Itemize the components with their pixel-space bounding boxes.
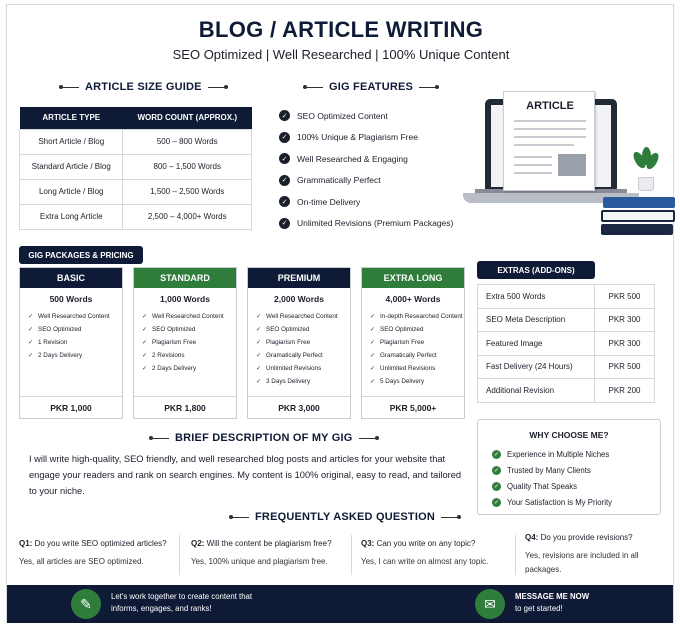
- faq-heading-text: FREQUENTLY ASKED QUESTION: [255, 511, 436, 523]
- faq-question-text: Will the content be plagiarism free?: [206, 539, 332, 548]
- size-type: Long Article / Blog: [20, 179, 123, 204]
- list-item: ✓ 3 Days Delivery: [256, 375, 350, 388]
- package-price: PKR 1,000: [20, 396, 122, 418]
- faq-num: Q2:: [191, 539, 205, 548]
- check-icon: ✓: [493, 499, 500, 506]
- table-row: [478, 308, 655, 332]
- package-name: PREMIUM: [248, 268, 350, 288]
- message-cta-line2: to get started!: [515, 604, 563, 613]
- faq-question: [191, 537, 351, 551]
- check-icon: ✓: [279, 110, 290, 121]
- faq-answer: Yes, 100% unique and plagiarism free.: [191, 557, 328, 566]
- features-heading: [303, 81, 439, 93]
- laptop-illustration: [453, 85, 675, 245]
- faq-question-text: Do you provide revisions?: [540, 533, 633, 542]
- divider-left: [149, 438, 169, 439]
- package-extra-long[interactable]: [361, 267, 465, 419]
- table-row: [478, 355, 655, 379]
- list-item: [492, 462, 660, 478]
- list-item: [279, 127, 453, 149]
- check-icon: ✓: [279, 153, 290, 164]
- features-list: [279, 105, 453, 234]
- book: [603, 197, 675, 208]
- extra-label: SEO Meta Description: [478, 308, 595, 332]
- size-type: Short Article / Blog: [20, 129, 123, 154]
- divider-right: [419, 87, 439, 88]
- features-heading-text: GIG FEATURES: [329, 81, 414, 93]
- divider-left: [229, 517, 249, 518]
- faq-question: [361, 537, 521, 551]
- package-price: PKR 5,000+: [362, 396, 464, 418]
- list-item: ✓ SEO Optimized: [256, 323, 350, 336]
- brief-heading-text: BRIEF DESCRIPTION OF MY GIG: [175, 432, 353, 444]
- package-words: 2,000 Words: [274, 294, 324, 304]
- faq-item-4: [525, 531, 665, 577]
- package-features: [134, 310, 236, 375]
- list-item: ✓ Unlimited Revisions: [256, 362, 350, 375]
- check-icon: ✓: [493, 451, 500, 458]
- extra-price: PKR 500: [595, 355, 655, 379]
- list-item: [492, 446, 660, 462]
- list-item: ✓ Unlimited Revisions: [370, 362, 464, 375]
- message-icon[interactable]: ✉: [475, 589, 505, 619]
- check-icon: ✓: [279, 196, 290, 207]
- package-premium[interactable]: [247, 267, 351, 419]
- list-item: ✓ SEO Optimized: [28, 323, 122, 336]
- article-paper: [503, 91, 595, 191]
- paper-line: [514, 164, 552, 166]
- package-words: 4,000+ Words: [385, 294, 441, 304]
- list-item: ✓ 5 Days Delivery: [370, 375, 464, 388]
- plant-icon: [633, 147, 659, 193]
- page-subtitle: SEO Optimized | Well Researched | 100% Unique Content: [172, 47, 510, 62]
- message-cta[interactable]: [515, 591, 589, 615]
- list-item: [279, 170, 453, 192]
- check-icon: ✓: [493, 483, 500, 490]
- extra-price: PKR 200: [595, 379, 655, 403]
- feature-label: Grammatically Perfect: [297, 175, 381, 186]
- table-row: [20, 154, 252, 179]
- faq-question: [525, 531, 665, 545]
- package-price: PKR 1,800: [134, 396, 236, 418]
- divider-right: [441, 517, 461, 518]
- extra-label: Additional Revision: [478, 379, 595, 403]
- why-heading: WHY CHOOSE ME?: [529, 430, 609, 440]
- list-item: [279, 191, 453, 213]
- feature-label: Well Researched & Engaging: [297, 153, 408, 164]
- paper-line: [514, 172, 552, 174]
- divider-right: [359, 438, 379, 439]
- faq-answer: Yes, all articles are SEO optimized.: [19, 557, 144, 566]
- list-item: ✓ 2 Days Delivery: [142, 362, 236, 375]
- books-icon: [601, 197, 675, 237]
- list-item: ✓ Gramatically Perfect: [370, 349, 464, 362]
- brief-heading: [149, 432, 379, 444]
- paper-line: [514, 128, 586, 130]
- table-row: [20, 179, 252, 204]
- footer-tagline-line1: Let's work together to create content that: [111, 592, 253, 601]
- table-row: [20, 129, 252, 154]
- brief-description: I will write high-quality, SEO friendly, and well researched blog posts and articles for your website that engage your readers and rank on search engines. My content is 100% original, easy to read, and tailored to your niche.: [29, 454, 462, 496]
- why-label: Your Satisfaction is My Priority: [507, 497, 613, 507]
- extra-label: Fast Delivery (24 Hours): [478, 355, 595, 379]
- package-features: [248, 310, 350, 388]
- extra-price: PKR 300: [595, 332, 655, 356]
- faq-answer: Yes, revisions are included in all packages.: [525, 551, 639, 574]
- why-label: Quality That Speaks: [507, 481, 578, 491]
- list-item: [279, 105, 453, 127]
- faq-answer: Yes, I can write on almost any topic.: [361, 557, 489, 566]
- size-count: 1,500 – 2,500 Words: [123, 179, 252, 204]
- package-name: BASIC: [20, 268, 122, 288]
- size-count: 500 – 800 Words: [123, 129, 252, 154]
- size-guide-heading: [59, 81, 228, 93]
- list-item: ✓ Well Researched Content: [256, 310, 350, 323]
- pot: [638, 177, 654, 191]
- why-label: Trusted by Many Clients: [507, 465, 591, 475]
- table-row: [478, 285, 655, 309]
- size-guide-table: [19, 107, 252, 230]
- faq-question-text: Can you write on any topic?: [376, 539, 476, 548]
- list-item: ✓ SEO Optimized: [370, 323, 464, 336]
- feature-label: Unlimited Revisions (Premium Packages): [297, 218, 454, 229]
- package-basic[interactable]: [19, 267, 123, 419]
- packages-heading: GIG PACKAGES & PRICING: [19, 246, 143, 264]
- table-row: [20, 204, 252, 229]
- paper-line: [514, 144, 574, 146]
- table-row: [478, 379, 655, 403]
- list-item: ✓ In-depth Researched Content: [370, 310, 464, 323]
- size-count: 2,500 – 4,000+ Words: [123, 204, 252, 229]
- book: [601, 210, 675, 222]
- package-price: PKR 3,000: [248, 396, 350, 418]
- package-standard[interactable]: [133, 267, 237, 419]
- divider-left: [59, 87, 79, 88]
- faq-item-3: [361, 537, 521, 569]
- size-col-count: WORD COUNT (APPROX.): [123, 107, 252, 129]
- page-title: BLOG / ARTICLE WRITING: [198, 17, 484, 42]
- size-type: Extra Long Article: [20, 204, 123, 229]
- footer-tagline: [111, 591, 252, 615]
- faq-item-1: [19, 537, 179, 569]
- paper-line: [514, 156, 552, 158]
- size-guide-heading-text: ARTICLE SIZE GUIDE: [85, 81, 202, 93]
- pencil-icon: ✎: [71, 589, 101, 619]
- list-item: ✓ 1 Revision: [28, 336, 122, 349]
- package-words: 500 Words: [49, 294, 93, 304]
- footer-banner: [7, 585, 673, 623]
- list-item: ✓ Plagiarism Free: [370, 336, 464, 349]
- package-name: STANDARD: [134, 268, 236, 288]
- size-col-type: ARTICLE TYPE: [20, 107, 123, 129]
- feature-label: 100% Unique & Plagiarism Free: [297, 132, 418, 143]
- extra-label: Extra 500 Words: [478, 285, 595, 309]
- feature-label: SEO Optimized Content: [297, 110, 388, 121]
- why-choose-box: [477, 419, 661, 515]
- list-item: ✓ Well Researched Content: [142, 310, 236, 323]
- size-count: 800 – 1,500 Words: [123, 154, 252, 179]
- divider-left: [303, 87, 323, 88]
- check-icon: ✓: [493, 467, 500, 474]
- check-icon: ✓: [279, 218, 290, 229]
- list-item: [492, 494, 660, 510]
- list-item: ✓ Plagiarism Free: [256, 336, 350, 349]
- paper-line: [514, 136, 586, 138]
- faq-divider: [515, 535, 516, 575]
- faq-divider: [179, 535, 180, 575]
- feature-label: On-time Delivery: [297, 196, 361, 207]
- faq-item-2: [191, 537, 351, 569]
- list-item: ✓ Plagiarism Free: [142, 336, 236, 349]
- check-icon: ✓: [279, 175, 290, 186]
- check-icon: ✓: [279, 132, 290, 143]
- list-item: ✓ SEO Optimized: [142, 323, 236, 336]
- paper-title: ARTICLE: [526, 100, 574, 112]
- list-item: [279, 213, 453, 235]
- faq-question: [19, 537, 179, 551]
- list-item: ✓ Well Researched Content: [28, 310, 122, 323]
- why-label: Experience in Multiple Niches: [507, 449, 610, 459]
- image-icon: [558, 154, 586, 176]
- package-words: 1,000 Words: [160, 294, 210, 304]
- table-row: [478, 332, 655, 356]
- message-cta-line1: MESSAGE ME NOW: [515, 592, 590, 601]
- package-name: EXTRA LONG: [362, 268, 464, 288]
- book: [601, 224, 673, 235]
- gig-page: [6, 4, 674, 623]
- faq-num: Q4:: [525, 533, 539, 542]
- why-list: [478, 446, 660, 510]
- extras-table: [477, 284, 655, 403]
- faq-heading: [229, 511, 461, 523]
- list-item: [279, 148, 453, 170]
- extra-price: PKR 300: [595, 308, 655, 332]
- divider-right: [208, 87, 228, 88]
- list-item: ✓ 2 Revisions: [142, 349, 236, 362]
- list-item: ✓ Gramatically Perfect: [256, 349, 350, 362]
- list-item: ✓ 2 Days Delivery: [28, 349, 122, 362]
- faq-num: Q1:: [19, 539, 33, 548]
- extra-price: PKR 500: [595, 285, 655, 309]
- footer-tagline-line2: informs, engages, and ranks!: [111, 604, 212, 613]
- package-features: [20, 310, 122, 362]
- package-features: [362, 310, 464, 388]
- size-type: Standard Article / Blog: [20, 154, 123, 179]
- extras-heading: EXTRAS (ADD-ONS): [477, 261, 595, 279]
- paper-line: [514, 120, 586, 122]
- faq-question-text: Do you write SEO optimized articles?: [34, 539, 167, 548]
- list-item: [492, 478, 660, 494]
- extra-label: Featured Image: [478, 332, 595, 356]
- faq-divider: [351, 535, 352, 575]
- faq-num: Q3:: [361, 539, 375, 548]
